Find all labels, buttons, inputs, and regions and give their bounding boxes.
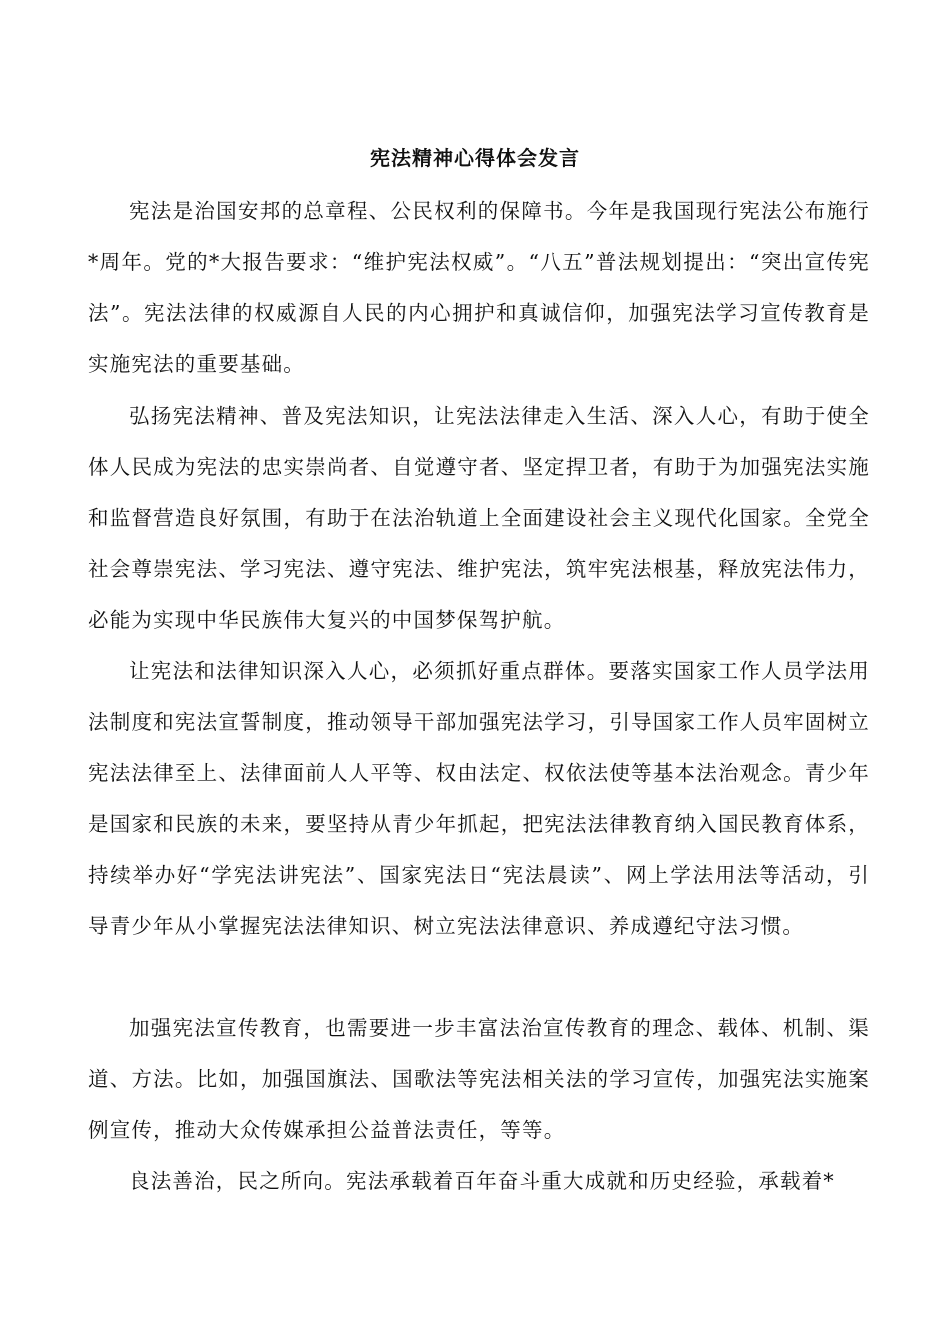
document-title: 宪法精神心得体会发言 — [370, 146, 580, 170]
paragraph-4: 加强宪法宣传教育，也需要进一步丰富法治宣传教育的理念、载体、机制、渠道、方法。比如，加强国旗法、国歌法等宪法相关法的学习宣传，加强宪法实施案例宣传，推动大众传媒承担公益普法责任，等等。 — [88, 1016, 870, 1142]
paragraph-1: 宪法是治国安邦的总章程、公民权利的保障书。今年是我国现行宪法公布施行*周年。党的*大报告要求：“维护宪法权威”。“八五”普法规划提出：“突出宣传宪法”。宪法法律的权威源自人民的内心拥护和真诚信仰，加强宪法学习宣传教育是实施宪法的重要基础。 — [88, 199, 870, 376]
paragraph-5: 良法善治，民之所向。宪法承载着百年奋斗重大成就和历史经验，承载着* — [129, 1169, 835, 1193]
paragraph-2: 弘扬宪法精神、普及宪法知识，让宪法法律走入生活、深入人心，有助于使全体人民成为宪法的忠实崇尚者、自觉遵守者、坚定捍卫者，有助于为加强宪法实施和监督营造良好氛围，有助于在法治轨道上全面建设社会主义现代化国家。全党全社会尊崇宪法、学习宪法、遵守宪法、维护宪法，筑牢宪法根基，释放宪法伟力，必能为实现中华民族伟大复兴的中国梦保驾护航。 — [88, 404, 870, 632]
paragraph-3: 让宪法和法律知识深入人心，必须抓好重点群体。要落实国家工作人员学法用法制度和宪法宣誓制度，推动领导干部加强宪法学习，引导国家工作人员牢固树立宪法法律至上、法律面前人人平等、权由法定、权依法使等基本法治观念。青少年是国家和民族的未来，要坚持从青少年抓起，把宪法法律教育纳入国民教育体系，持续举办好“学宪法讲宪法”、国家宪法日“宪法晨读”、网上学法用法等活动，引导青少年从小掌握宪法法律知识、树立宪法法律意识、养成遵纪守法习惯。 — [88, 659, 870, 938]
